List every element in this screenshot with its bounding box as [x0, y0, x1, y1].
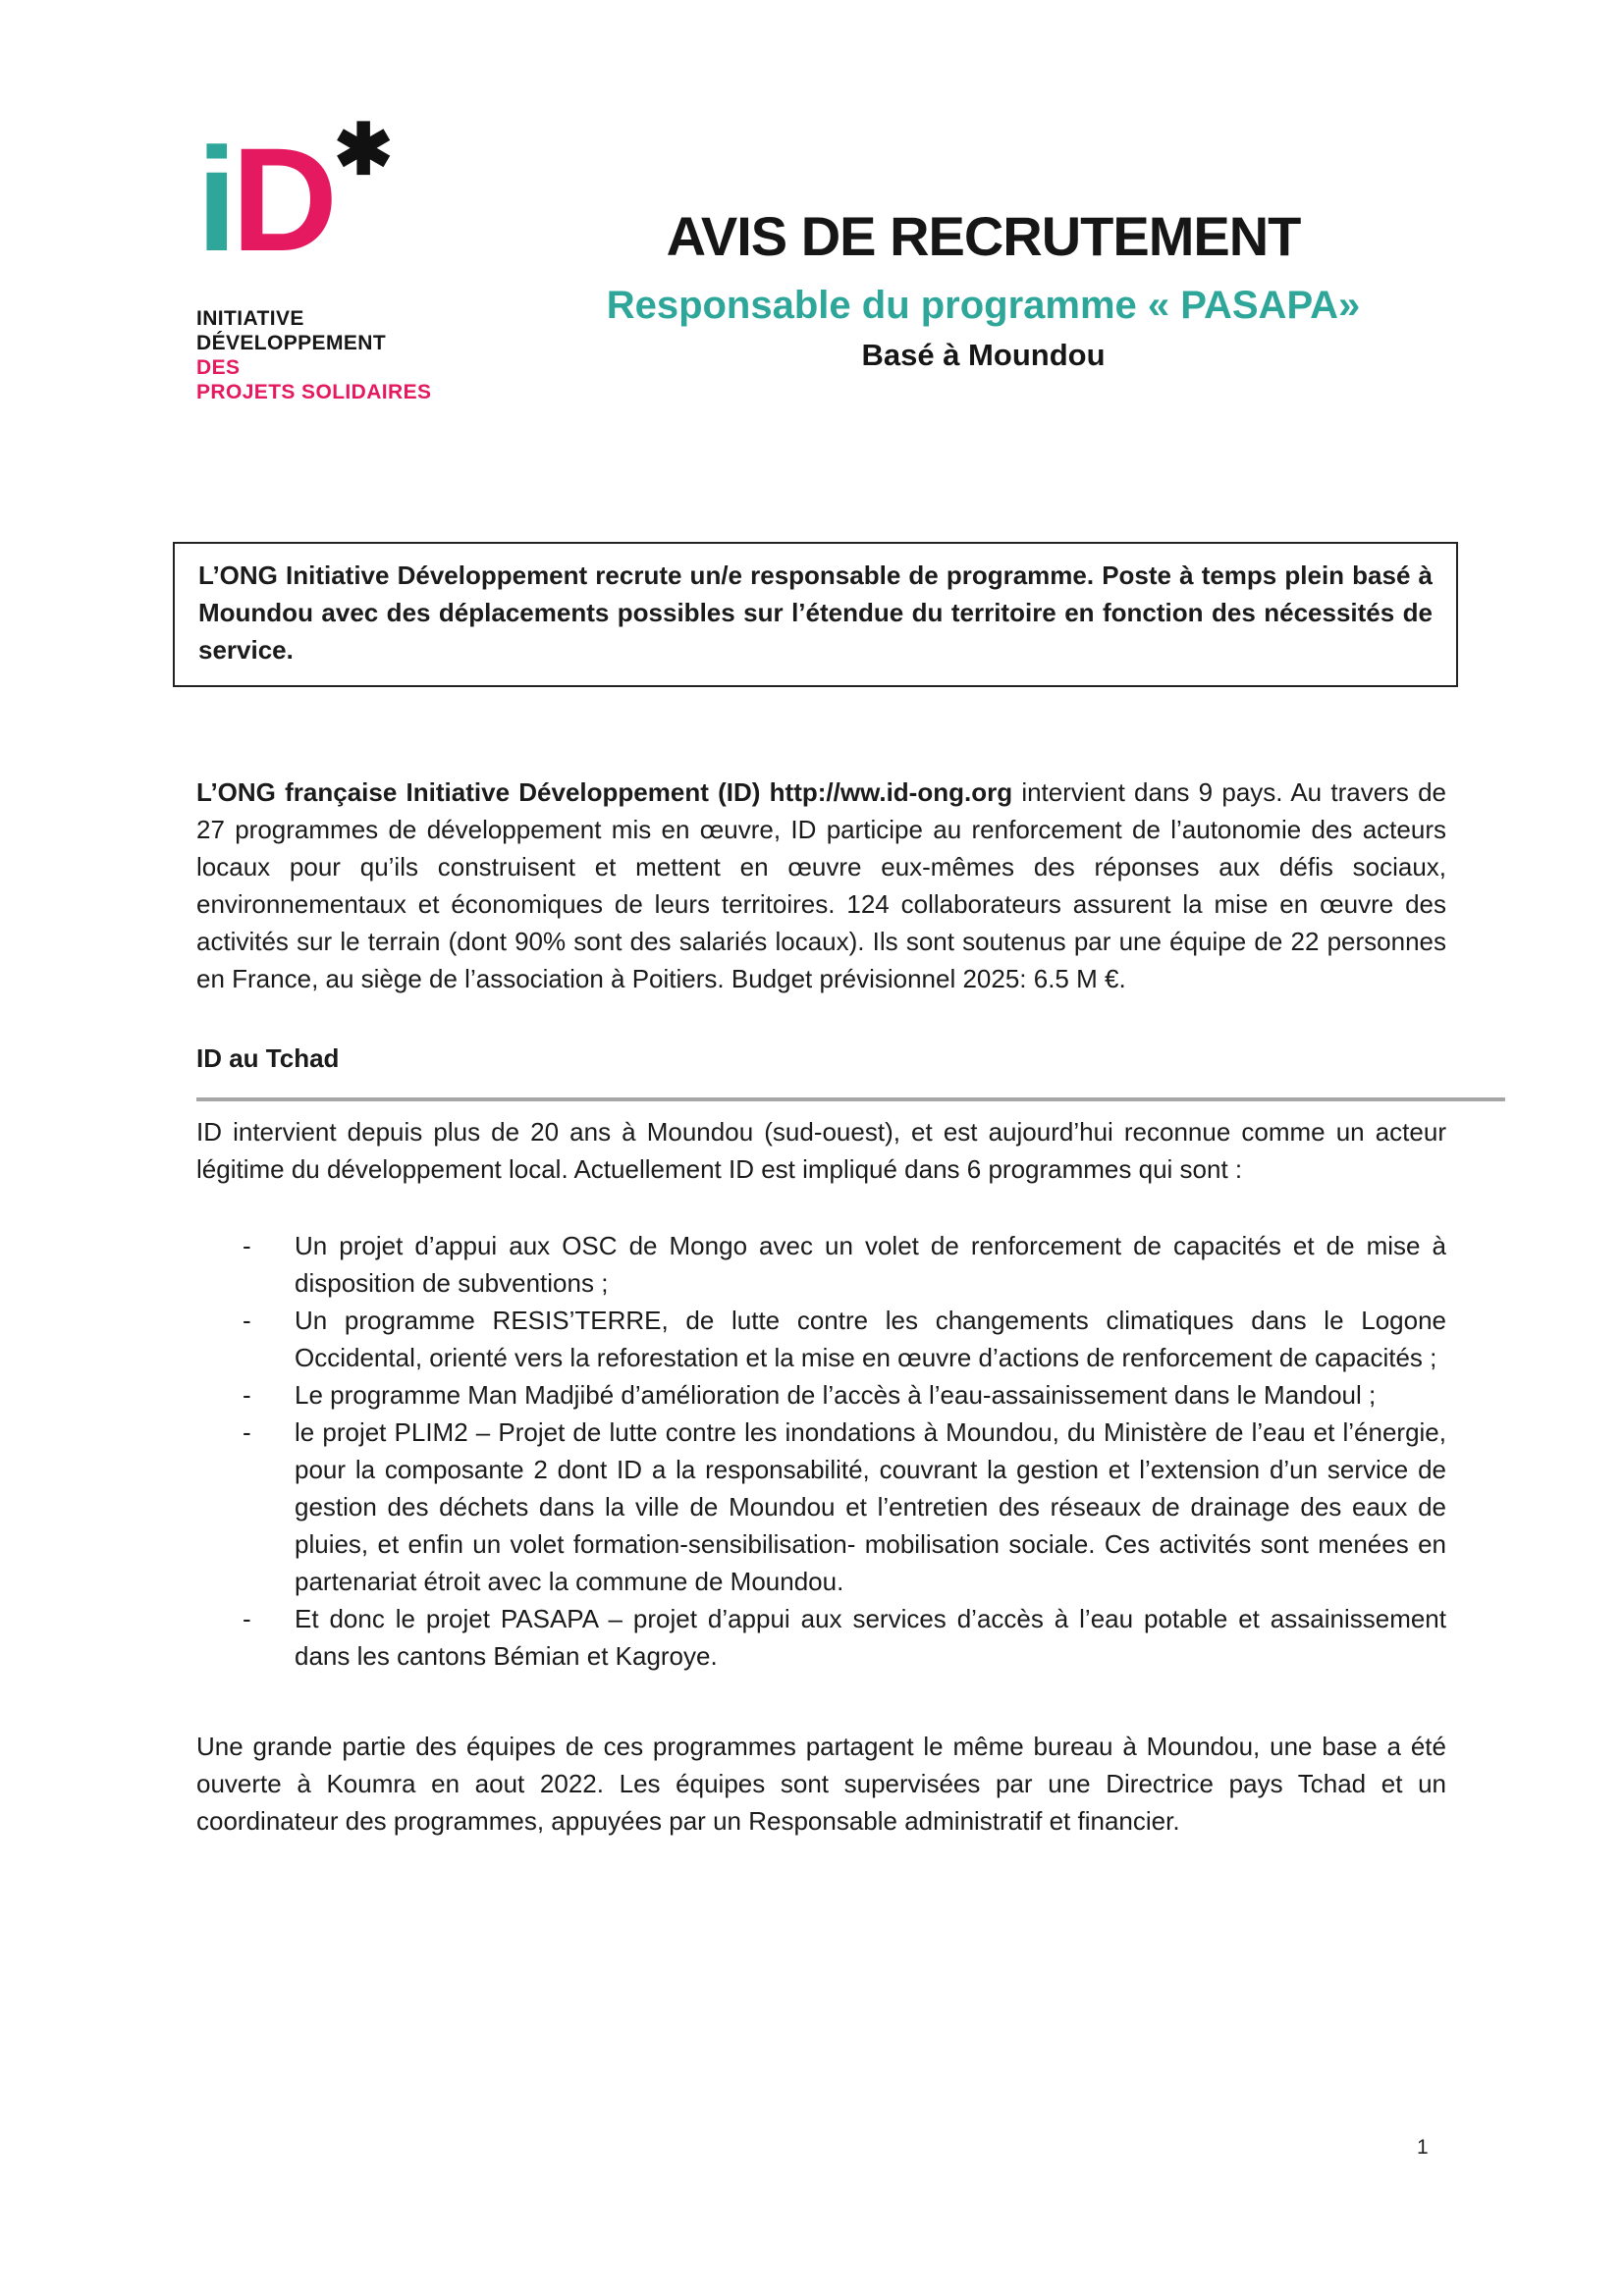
position-title: Responsable du programme « PASAPA»	[606, 284, 1361, 327]
title-block	[520, 108, 1446, 373]
logo-mark	[196, 111, 520, 300]
list-item-text: Et donc le projet PASAPA – projet d’appui aux services d’accès à l’eau potable et assainissement dans les cantons Bémian et Kagroye.	[295, 1604, 1446, 1671]
bullet-marker: -	[243, 1306, 251, 1335]
section-heading-id-au-tchad: ID au Tchad	[196, 1043, 340, 1073]
list-item	[243, 1227, 1446, 1302]
asterisk-icon: ✱	[334, 111, 394, 189]
logo-caption-line: PROJETS SOLIDAIRES	[196, 381, 432, 403]
notice-text: L’ONG Initiative Développement recrute un/e responsable de programme. Poste à temps plein basé à Moundou avec des déplacements possibles sur l’étendue du territoire en fonction des nécessités de service.	[198, 561, 1433, 665]
section-divider	[196, 1097, 1505, 1101]
notice-box	[173, 542, 1458, 687]
bullet-marker: -	[243, 1380, 251, 1410]
list-item	[243, 1302, 1446, 1376]
bullet-marker: -	[243, 1604, 251, 1633]
list-item-text: Un programme RESIS’TERRE, de lutte contre les changements climatiques dans le Logone Occidental, orienté vers la reforestation et la mise en œuvre d’actions de renforcement de capacités ;	[295, 1306, 1446, 1372]
closing-paragraph: Une grande partie des équipes de ces programmes partagent le même bureau à Moundou, une base a été ouverte à Koumra en aout 2022. Les équipes sont supervisées par une Directrice pays Tchad et un coordinateur des programmes, appuyées par un Responsable administratif et financier.	[196, 1732, 1446, 1836]
logo-caption-line: INITIATIVE	[196, 307, 304, 330]
list-item-text: Le programme Man Madjibé d’amélioration de l’accès à l’eau-assainissement dans le Mandoul ;	[295, 1380, 1377, 1410]
list-item-text: le projet PLIM2 – Projet de lutte contre les inondations à Moundou, du Ministère de l’eau et l’énergie, pour la composante 2 dont ID a la responsabilité, couvrant la gestion et l’extension d’un service de gestion des déchets dans la ville de Moundou et l’entretien des réseaux de drainage des eaux de pluies, et enfin un volet formation-sensibilisation- mobilisation sociale. Ces activités sont menées en partenariat étroit avec la commune de Moundou.	[295, 1417, 1446, 1596]
programs-list	[196, 1227, 1446, 1675]
list-item-text: Un projet d’appui aux OSC de Mongo avec un volet de renforcement de capacités et de mise à disposition de subventions ;	[295, 1231, 1446, 1298]
intro-body-text: intervient dans 9 pays. Au travers de 27 programmes de développement mis en œuvre, ID participe au renforcement de l’autonomie des acteurs locaux pour qu’ils construisent et mettent en œuvre eux-mêmes des réponses aux défis sociaux, environnementaux et économiques de leurs territoires. 124 collaborateurs assurent la mise en œuvre des activités sur le terrain (dont 90% sont des salariés locaux). Ils sont soutenus par une équipe de 22 personnes en France, au siège de l’association à Poitiers. Budget prévisionnel 2025: 6.5 M €.	[196, 777, 1446, 993]
organization-logo	[196, 108, 520, 404]
logo-caption-line: DES	[196, 356, 241, 379]
document-header	[196, 108, 1446, 404]
location-subtitle: Basé à Moundou	[861, 338, 1106, 372]
list-item	[243, 1414, 1446, 1600]
tchad-intro-paragraph: ID intervient depuis plus de 20 ans à Moundou (sud-ouest), et est aujourd’hui reconnue comme un acteur légitime du développement local. Actuellement ID est impliqué dans 6 programmes qui sont :	[196, 1117, 1446, 1184]
bullet-marker: -	[243, 1231, 251, 1260]
page-number: 1	[1417, 2136, 1429, 2159]
list-item	[243, 1600, 1446, 1675]
logo-caption	[196, 306, 520, 404]
intro-lead-bold: L’ONG française Initiative Développement (ID) http://ww.id-ong.org	[196, 777, 1013, 807]
intro-paragraph	[196, 774, 1446, 997]
logo-caption-line: DÉVELOPPEMENT	[196, 332, 387, 354]
bullet-marker: -	[243, 1417, 251, 1447]
logo-letter-i: i	[196, 117, 232, 282]
list-item	[243, 1376, 1446, 1414]
document-title: AVIS DE RECRUTEMENT	[666, 205, 1301, 267]
logo-letter-d: D	[231, 117, 333, 282]
